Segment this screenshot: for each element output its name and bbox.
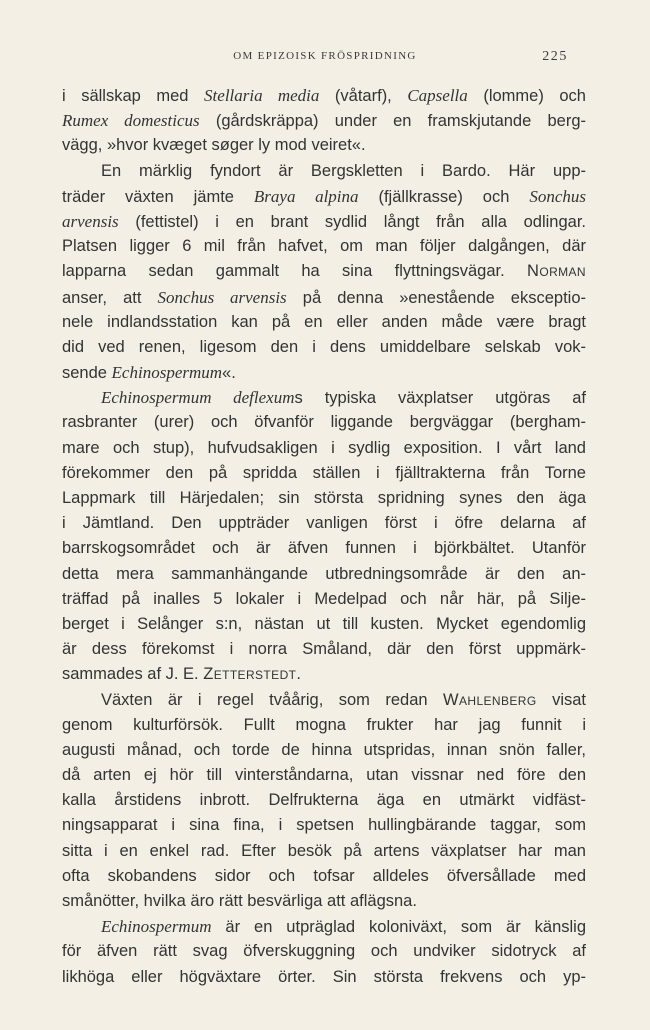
- text-line: Rumex domesticus (gårdskräppa) under en framskjutande berg-: [62, 111, 586, 131]
- text-line: anser, att Sonchus arvensis på denna »enestående eksceptio-: [62, 287, 586, 307]
- text-line: då arten ej hör till vinterståndarna, utan vissnar ned före den: [62, 766, 586, 785]
- text-line: förekommer den på spridda ställen i fjälltrakterna från Torne: [62, 463, 586, 482]
- text-line: för äfven rätt svag öfverskuggning och undviker sidotryck af: [62, 942, 586, 961]
- text-line: detta mera sammanhängande utbredningsområde är den an-: [62, 564, 586, 583]
- text-line: Echinospermum deflexums typiska växplatser utgöras af: [101, 388, 587, 408]
- text-line: augusti månad, och torde de hinna utspridas, innan snön faller,: [62, 740, 586, 759]
- text-line: i sällskap med Stellaria media (våtarf), Capsella (lomme) och: [62, 86, 586, 105]
- text-line: barrskogsområdet och är äfven funnen i björkbältet. Utanför: [62, 539, 586, 558]
- page-header: [0, 50, 650, 70]
- text-line: kalla årstidens inbrott. Delfrukterna äga en utmärkt vidfäst-: [62, 791, 586, 810]
- text-line: är dess förekomst i norra Småland, där den först uppmärk-: [62, 640, 586, 659]
- body-text: [62, 83, 586, 990]
- text-line: lapparna sedan gammalt ha sina flyttningsvägar. Norman: [62, 262, 586, 281]
- text-line: ningsapparat i sina fina, i spetsen hullingbärande taggar, som: [62, 816, 586, 835]
- text-line: Echinospermum är en utpräglad koloniväxt, som är känslig: [101, 917, 586, 937]
- running-title: OM EPIZOISK FRÖSPRIDNING: [233, 50, 417, 62]
- text-line: likhöga eller högväxtare örter. Sin största frekvens och yp-: [62, 967, 586, 986]
- text-line: arvensis (fettistel) i en brant sydlid långt från alla odlingar.: [62, 211, 586, 231]
- text-line: mare och stup), hufvudsakligen i sydlig exposition. I vårt land: [62, 438, 586, 457]
- text-line: sende Echinospermum«.: [62, 363, 236, 383]
- text-line: i Jämtland. Den uppträder vanligen först i öfre delarna af: [62, 514, 586, 533]
- text-line: vägg, »hvor kvæget søger ly mod veiret«.: [62, 136, 366, 155]
- text-line: Platsen ligger 6 mil från hafvet, om man följer dalgången, där: [62, 237, 586, 256]
- text-line: ofta skobandens sidor och tofsar alldeles öfversållade med: [62, 866, 586, 885]
- text-line: did ved renen, ligesom den i dens umiddelbare selskab vok-: [62, 337, 586, 356]
- text-line: träder växten jämte Braya alpina (fjällkrasse) och Sonchus: [62, 186, 586, 206]
- text-line: berget i Selånger s:n, nästan ut till kusten. Mycket egendomlig: [62, 614, 586, 633]
- text-line: rasbranter (urer) och öfvanför liggande bergväggar (bergham-: [62, 413, 586, 432]
- page-number: 225: [542, 49, 568, 64]
- text-line: Lappmark till Härjedalen; sin största spridning synes den äga: [62, 489, 586, 507]
- text-line: Växten är i regel tvåårig, som redan Wahlenberg visat: [101, 690, 586, 709]
- text-line: sitta i en enkel rad. Efter besök på artens växplatser har man: [62, 841, 586, 860]
- text-line: En märklig fyndort är Bergskletten i Bardo. Här upp-: [101, 161, 586, 180]
- text-line: sammades af J. E. Zetterstedt.: [62, 665, 301, 684]
- text-line: träffad på inalles 5 lokaler i Medelpad och når här, på Silje-: [62, 589, 586, 608]
- text-line: smånötter, hvilka äro rätt besvärliga att aflägsna.: [62, 892, 417, 910]
- text-line: nele indlandsstation kan på en eller anden måde være bragt: [62, 312, 586, 331]
- text-line: genom kulturförsök. Fullt mogna frukter har jag funnit i: [62, 715, 586, 734]
